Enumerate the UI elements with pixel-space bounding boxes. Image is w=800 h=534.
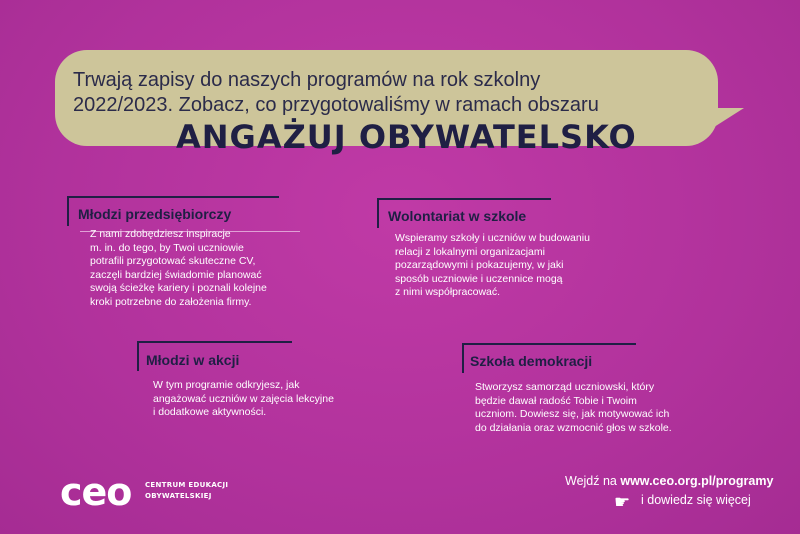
section-3-title: Młodzi w akcji xyxy=(146,352,240,368)
section-1-rule xyxy=(67,196,279,198)
logo-line-1: CENTRUM EDUKACJI xyxy=(145,481,229,489)
cta-prefix: Wejdź na xyxy=(565,474,621,488)
intro-line-1: Trwają zapisy do naszych programów na rok szkolny xyxy=(73,69,541,91)
section-3-rule xyxy=(137,341,292,343)
headline: ANGAŻUJ OBYWATELSKO xyxy=(176,118,637,156)
section-1-vline xyxy=(67,196,69,226)
section-4-title: Szkoła demokracji xyxy=(470,353,593,369)
section-4-body: Stworzysz samorząd uczniowski, który będzie dawał radość Tobie i Twoim uczniom. Dowiesz się, jak motywować ich do działania oraz wzmocnić głos w szkole. xyxy=(475,381,672,434)
ceo-logo: ceo xyxy=(60,470,132,514)
pointing-hand-icon: ☛ xyxy=(614,492,631,513)
section-1-title: Młodzi przedsiębiorczy xyxy=(78,206,232,222)
section-2-title: Wolontariat w szkole xyxy=(388,208,527,224)
section-3-body: W tym programie odkryjesz, jak angażować uczniów w zajęcia lekcyjne i dodatkowe aktywności. xyxy=(153,379,334,418)
intro-line-2: 2022/2023. Zobacz, co przygotowaliśmy w ramach obszaru xyxy=(73,94,599,116)
cta-line-1[interactable] xyxy=(565,474,773,488)
cta-link[interactable]: www.ceo.org.pl/programy xyxy=(620,474,774,488)
section-3-vline xyxy=(137,341,139,371)
logo-line-2: OBYWATELSKIEJ xyxy=(145,492,212,500)
section-1-body: Z nami zdobędziesz inspiracje m. in. do tego, by Twoi uczniowie potrafili przygotować skuteczne CV, zaczęli bardziej świadomie planować swoją ścieżkę kariery i poznali kolejne kroki potrzebne do założenia firmy. xyxy=(90,228,267,308)
section-4-vline xyxy=(462,343,464,373)
cta-line-2: i dowiedz się więcej xyxy=(641,493,751,507)
section-2-rule xyxy=(377,198,551,200)
section-4-rule xyxy=(462,343,636,345)
section-2-vline xyxy=(377,198,379,228)
section-2-body: Wspieramy szkoły i uczniów w budowaniu relacji z lokalnymi organizacjami pozarządowymi i pokazujemy, w jaki sposób uczniowie i uczennice mogą z nimi współpracować. xyxy=(395,232,590,298)
